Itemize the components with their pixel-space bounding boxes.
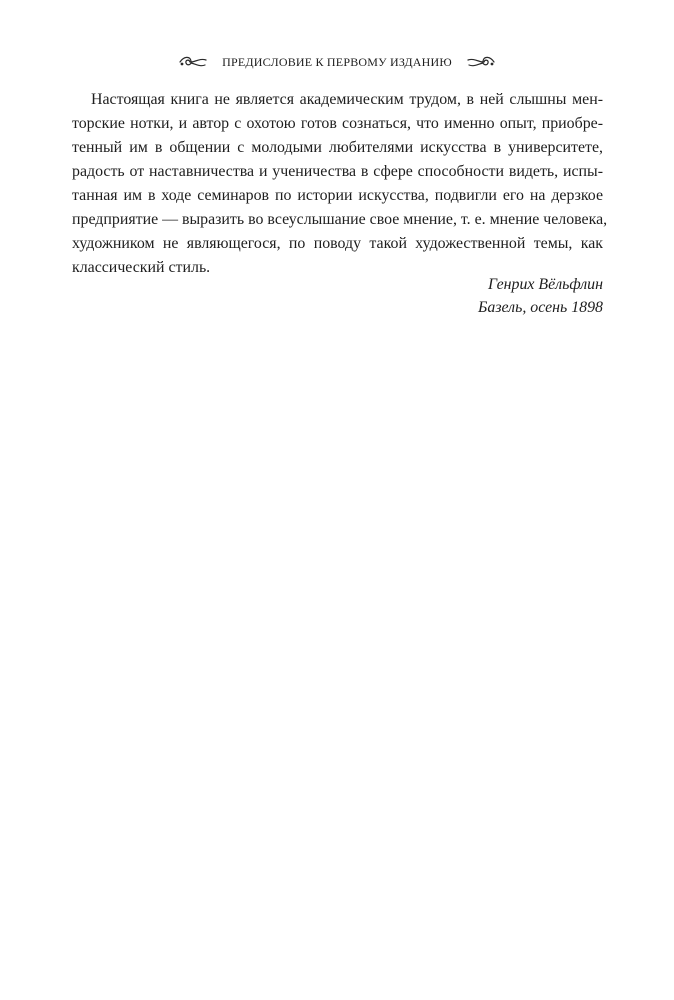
paragraph-line: предприятие — выразить во всеуслышание свое мнение, т. е. мнение человека,	[72, 211, 608, 228]
place-date: Базель, осень 1898	[478, 299, 603, 316]
author-name: Генрих Вёльфлин	[488, 276, 603, 293]
paragraph-line: Настоящая книга не является академическим трудом, в ней слышны мен-	[91, 91, 603, 108]
paragraph-line: художником не являющегося, по поводу такой художественной темы, как	[72, 235, 603, 252]
paragraph-line: танная им в ходе семинаров по истории искусства, подвигли его на дерзкое	[72, 187, 603, 204]
paragraph-line: торские нотки, и автор с охотою готов сознаться, что именно опыт, приобре-	[72, 115, 603, 132]
paragraph-line: классический стиль.	[72, 259, 211, 276]
paragraph-line: радость от наставничества и ученичества в сфере способности видеть, испы-	[72, 163, 603, 180]
running-head	[0, 50, 674, 74]
body-paragraph	[72, 88, 608, 280]
signature-block	[478, 273, 603, 319]
running-head-title: ПРЕДИСЛОВИЕ К ПЕРВОМУ ИЗДАНИЮ	[222, 54, 452, 69]
flourish-right-icon	[466, 54, 496, 70]
flourish-left-icon	[178, 54, 208, 70]
paragraph-line: тенный им в общении с молодыми любителями искусства в университете,	[72, 139, 603, 156]
